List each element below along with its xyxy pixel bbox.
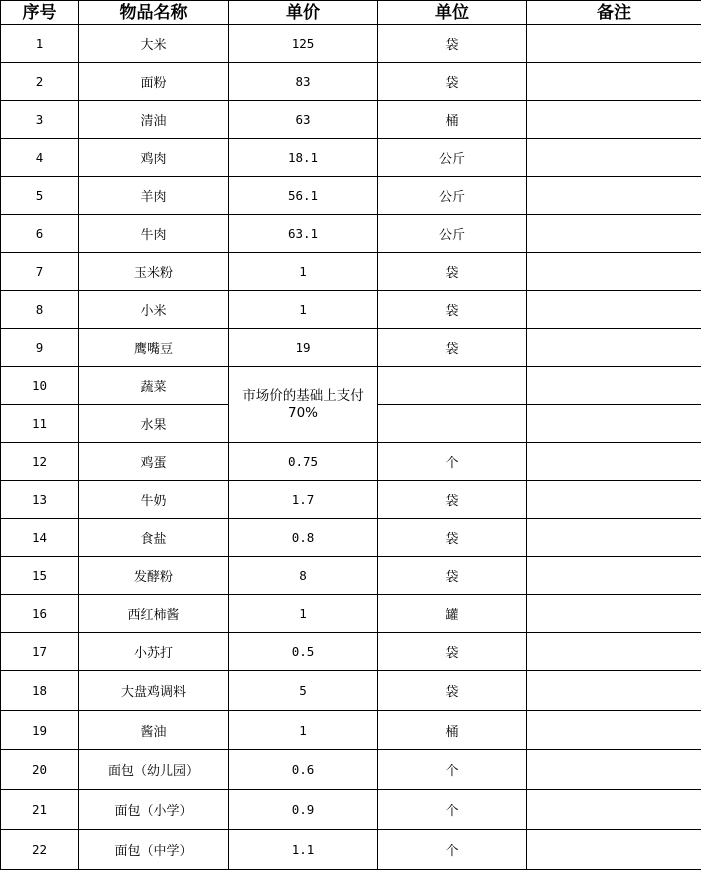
row-name: 鸡蛋 [79,443,229,481]
row-price: 1 [229,253,378,291]
row-unit: 袋 [378,63,527,101]
row-price: 1 [229,711,378,750]
row-unit: 桶 [378,711,527,750]
row-index: 22 [1,830,79,870]
table-row [1,291,701,329]
row-unit: 袋 [378,519,527,557]
row-unit: 袋 [378,291,527,329]
row-index: 4 [1,139,79,177]
table-row [1,519,701,557]
table-row [1,329,701,367]
row-name: 蔬菜 [79,367,229,405]
table-row [1,830,701,870]
row-index: 6 [1,215,79,253]
row-name: 食盐 [79,519,229,557]
row-price: 5 [229,671,378,711]
row-unit [378,367,527,405]
row-index: 12 [1,443,79,481]
table-row [1,633,701,671]
row-index: 3 [1,101,79,139]
row-price-merged: 市场价的基础上支付70% [229,367,378,443]
row-index: 9 [1,329,79,367]
table-row [1,25,701,63]
row-price: 56.1 [229,177,378,215]
table-row [1,750,701,790]
row-index: 21 [1,790,79,830]
row-name: 鹰嘴豆 [79,329,229,367]
row-index: 11 [1,405,79,443]
table-row [1,557,701,595]
table-row [1,253,701,291]
row-note [527,443,701,481]
row-price: 19 [229,329,378,367]
row-note [527,367,701,405]
row-index: 19 [1,711,79,750]
row-unit: 袋 [378,633,527,671]
row-note [527,177,701,215]
row-note [527,139,701,177]
row-name: 面包（幼儿园） [79,750,229,790]
row-index: 5 [1,177,79,215]
row-price: 18.1 [229,139,378,177]
row-price: 1 [229,595,378,633]
row-index: 17 [1,633,79,671]
row-index: 16 [1,595,79,633]
row-unit: 桶 [378,101,527,139]
row-note [527,291,701,329]
row-index: 8 [1,291,79,329]
row-price: 0.8 [229,519,378,557]
row-unit: 公斤 [378,215,527,253]
row-price: 0.6 [229,750,378,790]
table-row [1,443,701,481]
header-price: 单价 [229,1,378,25]
row-note [527,253,701,291]
row-unit: 公斤 [378,177,527,215]
row-unit: 个 [378,750,527,790]
row-name: 大盘鸡调料 [79,671,229,711]
row-unit: 袋 [378,481,527,519]
header-note: 备注 [527,1,701,25]
row-price: 1.1 [229,830,378,870]
row-name: 玉米粉 [79,253,229,291]
table-row [1,711,701,750]
row-note [527,750,701,790]
row-name: 小苏打 [79,633,229,671]
row-index: 14 [1,519,79,557]
row-note [527,711,701,750]
row-name: 面包（小学） [79,790,229,830]
row-unit: 袋 [378,671,527,711]
header-index: 序号 [1,1,79,25]
row-unit: 罐 [378,595,527,633]
row-unit: 个 [378,790,527,830]
row-price: 83 [229,63,378,101]
row-index: 13 [1,481,79,519]
row-unit: 袋 [378,25,527,63]
row-price: 63.1 [229,215,378,253]
row-name: 羊肉 [79,177,229,215]
row-note [527,557,701,595]
row-unit: 个 [378,443,527,481]
row-unit: 袋 [378,329,527,367]
row-unit: 个 [378,830,527,870]
row-note [527,519,701,557]
row-index: 7 [1,253,79,291]
row-price: 0.75 [229,443,378,481]
table-row [1,367,701,405]
row-note [527,671,701,711]
row-name: 牛肉 [79,215,229,253]
row-index: 15 [1,557,79,595]
row-index: 1 [1,25,79,63]
row-name: 水果 [79,405,229,443]
row-note [527,405,701,443]
row-price: 0.9 [229,790,378,830]
row-note [527,215,701,253]
table-row [1,481,701,519]
row-note [527,633,701,671]
row-price: 0.5 [229,633,378,671]
row-name: 面包（中学） [79,830,229,870]
header-row [1,1,701,25]
row-note [527,25,701,63]
row-index: 10 [1,367,79,405]
row-note [527,595,701,633]
table-row [1,671,701,711]
row-price: 125 [229,25,378,63]
table-row [1,790,701,830]
table-row [1,63,701,101]
table-row [1,595,701,633]
table-row [1,139,701,177]
row-name: 清油 [79,101,229,139]
row-note [527,329,701,367]
table-row [1,101,701,139]
row-note [527,481,701,519]
row-note [527,790,701,830]
row-name: 大米 [79,25,229,63]
row-name: 鸡肉 [79,139,229,177]
row-price: 1.7 [229,481,378,519]
row-price: 1 [229,291,378,329]
table-row [1,177,701,215]
row-unit: 袋 [378,557,527,595]
table-row [1,215,701,253]
row-index: 2 [1,63,79,101]
row-name: 小米 [79,291,229,329]
row-name: 发酵粉 [79,557,229,595]
row-name: 西红柿酱 [79,595,229,633]
row-name: 牛奶 [79,481,229,519]
row-note [527,830,701,870]
row-unit: 公斤 [378,139,527,177]
row-unit: 袋 [378,253,527,291]
row-price: 8 [229,557,378,595]
row-name: 酱油 [79,711,229,750]
row-index: 18 [1,671,79,711]
header-name: 物品名称 [79,1,229,25]
header-unit: 单位 [378,1,527,25]
row-price: 63 [229,101,378,139]
row-index: 20 [1,750,79,790]
row-note [527,63,701,101]
row-unit [378,405,527,443]
row-note [527,101,701,139]
row-name: 面粉 [79,63,229,101]
